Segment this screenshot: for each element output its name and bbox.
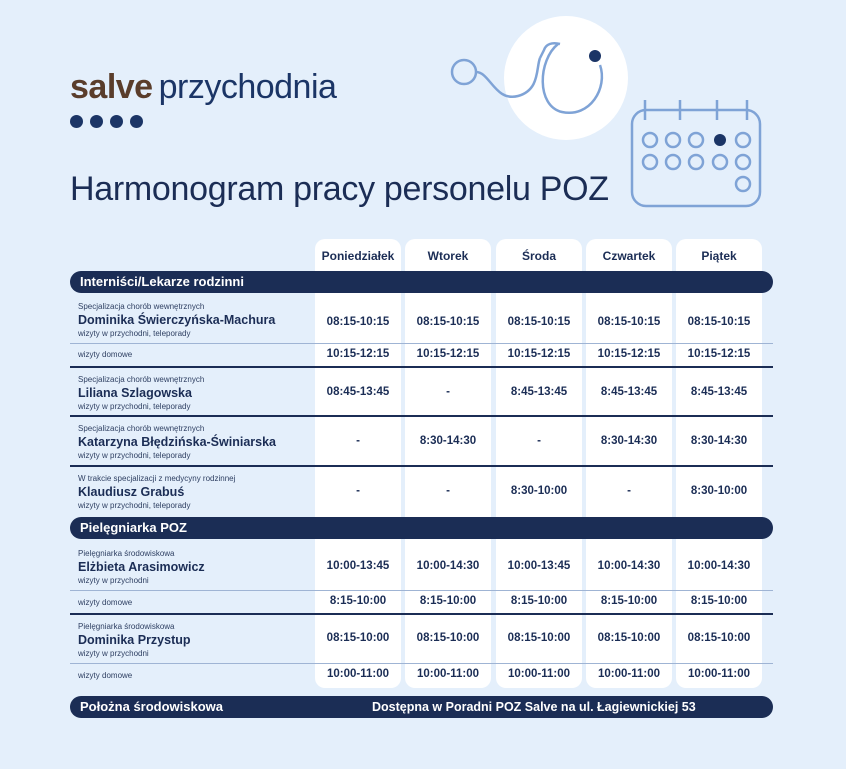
clinic-logo xyxy=(70,68,336,107)
schedule-cell: 08:15-10:15 xyxy=(326,316,390,328)
row-divider xyxy=(70,366,773,368)
column-tuesday xyxy=(405,239,491,688)
home-visit-cell: 8:15-10:00 xyxy=(600,595,658,607)
home-visit-cell: 8:15-10:00 xyxy=(419,595,477,607)
schedule-cell: 10:00-14:30 xyxy=(687,560,751,572)
midwife-bar xyxy=(70,696,773,718)
stethoscope-calendar-illustration xyxy=(440,10,770,210)
row-divider xyxy=(70,465,773,467)
schedule-cell: 08:15-10:00 xyxy=(326,632,390,644)
schedule-cell: 08:15-10:15 xyxy=(597,316,661,328)
staff-name: Dominika Przystup xyxy=(78,633,191,647)
logo-dots xyxy=(70,115,150,133)
stethoscope-chestpiece-icon xyxy=(452,60,476,84)
schedule-cell: 10:00-13:45 xyxy=(326,560,390,572)
home-visit-cell: 10:15-12:15 xyxy=(687,348,751,360)
home-visit-cell: 10:00-11:00 xyxy=(687,668,751,680)
staff-specialization: Pielęgniarka środowiskowa xyxy=(78,622,175,631)
row-divider xyxy=(70,415,773,417)
section-header-nurses xyxy=(70,517,773,539)
midwife-label: Położna środowiskowa xyxy=(80,699,224,714)
staff-visits: wizyty w przychodni, teleporady xyxy=(78,501,191,510)
staff-name: Klaudiusz Grabuś xyxy=(78,485,185,499)
logo-przychodnia: przychodnia xyxy=(158,68,337,106)
day-header: Środa xyxy=(521,249,556,263)
day-header: Poniedziałek xyxy=(321,249,395,263)
schedule-cell: 8:30-10:00 xyxy=(510,485,568,497)
home-visits-label: wizyty domowe xyxy=(78,671,133,680)
home-visits-label: wizyty domowe xyxy=(78,598,133,607)
home-visit-cell: 10:15-12:15 xyxy=(507,348,571,360)
home-visit-cell: 8:15-10:00 xyxy=(329,595,387,607)
schedule-cell: 8:30-14:30 xyxy=(419,435,477,447)
day-header: Wtorek xyxy=(427,249,469,263)
day-header: Czwartek xyxy=(602,249,656,263)
schedule-cell: 8:30-14:30 xyxy=(690,435,748,447)
staff-name: Elżbieta Arasimowicz xyxy=(78,560,205,574)
home-visit-cell: 10:15-12:15 xyxy=(597,348,661,360)
schedule-cell: - xyxy=(356,435,360,447)
column-thursday xyxy=(586,239,672,688)
schedule-cell: - xyxy=(446,485,450,497)
staff-visits: wizyty w przychodni xyxy=(78,576,149,585)
page-title: Harmonogram pracy personelu POZ xyxy=(70,170,609,208)
staff-name: Liliana Szlagowska xyxy=(78,386,192,400)
schedule-cell: 08:15-10:15 xyxy=(507,316,571,328)
home-visit-cell: 10:15-12:15 xyxy=(416,348,480,360)
schedule-cell: - xyxy=(537,435,541,447)
row-divider xyxy=(70,590,773,591)
schedule-cell: - xyxy=(356,485,360,497)
schedule-cell: - xyxy=(627,485,631,497)
schedule-cell: 10:00-14:30 xyxy=(597,560,661,572)
schedule-cell: 08:15-10:15 xyxy=(687,316,751,328)
column-wednesday xyxy=(496,239,582,688)
staff-specialization: Pielęgniarka środowiskowa xyxy=(78,549,175,558)
schedule-cell: 08:15-10:00 xyxy=(597,632,661,644)
day-header: Piątek xyxy=(701,249,737,263)
logo-salve: salve xyxy=(70,68,153,106)
staff-visits: wizyty w przychodni, teleporady xyxy=(78,451,191,460)
staff-visits: wizyty w przychodni xyxy=(78,649,149,658)
schedule-cell: 08:15-10:00 xyxy=(507,632,571,644)
home-visit-cell: 8:15-10:00 xyxy=(510,595,568,607)
row-divider xyxy=(70,663,773,664)
staff-specialization: Specjalizacja chorób wewnętrznych xyxy=(78,424,205,433)
schedule-cell: 8:45-13:45 xyxy=(600,386,658,398)
schedule-cell: 08:15-10:15 xyxy=(416,316,480,328)
schedule-cell: 08:15-10:00 xyxy=(416,632,480,644)
staff-specialization: W trakcie specjalizacji z medycyny rodzinnej xyxy=(78,474,236,483)
staff-name: Dominika Świerczyńska-Machura xyxy=(78,313,276,327)
column-monday xyxy=(315,239,401,688)
home-visit-cell: 8:15-10:00 xyxy=(690,595,748,607)
schedule-cell: 10:00-14:30 xyxy=(416,560,480,572)
schedule-cell: - xyxy=(446,386,450,398)
section-title: Pielęgniarka POZ xyxy=(80,520,187,535)
home-visit-cell: 10:00-11:00 xyxy=(326,668,390,680)
schedule-cell: 8:30-10:00 xyxy=(690,485,748,497)
schedule-cell: 10:00-13:45 xyxy=(507,560,571,572)
staff-visits: wizyty w przychodni, teleporady xyxy=(78,329,191,338)
staff-visits: wizyty w przychodni, teleporady xyxy=(78,402,191,411)
column-friday xyxy=(676,239,762,688)
staff-name: Katarzyna Błędzińska-Świniarska xyxy=(78,435,276,449)
midwife-availability: Dostępna w Poradni POZ Salve na ul. Łagiewnickiej 53 xyxy=(372,700,696,714)
home-visit-cell: 10:00-11:00 xyxy=(416,668,480,680)
row-divider xyxy=(70,343,773,344)
home-visit-cell: 10:15-12:15 xyxy=(326,348,390,360)
schedule-cell: 08:15-10:00 xyxy=(687,632,751,644)
home-visit-cell: 10:00-11:00 xyxy=(507,668,571,680)
staff-specialization: Specjalizacja chorób wewnętrznych xyxy=(78,375,205,384)
schedule-cell: 08:45-13:45 xyxy=(326,386,390,398)
row-divider xyxy=(70,613,773,615)
schedule-cell: 8:45-13:45 xyxy=(510,386,568,398)
home-visits-label: wizyty domowe xyxy=(78,350,133,359)
section-title: Interniści/Lekarze rodzinni xyxy=(80,274,244,289)
schedule-cell: 8:30-14:30 xyxy=(600,435,658,447)
home-visit-cell: 10:00-11:00 xyxy=(597,668,661,680)
schedule-cell: 8:45-13:45 xyxy=(690,386,748,398)
staff-specialization: Specjalizacja chorób wewnętrznych xyxy=(78,302,205,311)
section-header-internists xyxy=(70,271,773,293)
